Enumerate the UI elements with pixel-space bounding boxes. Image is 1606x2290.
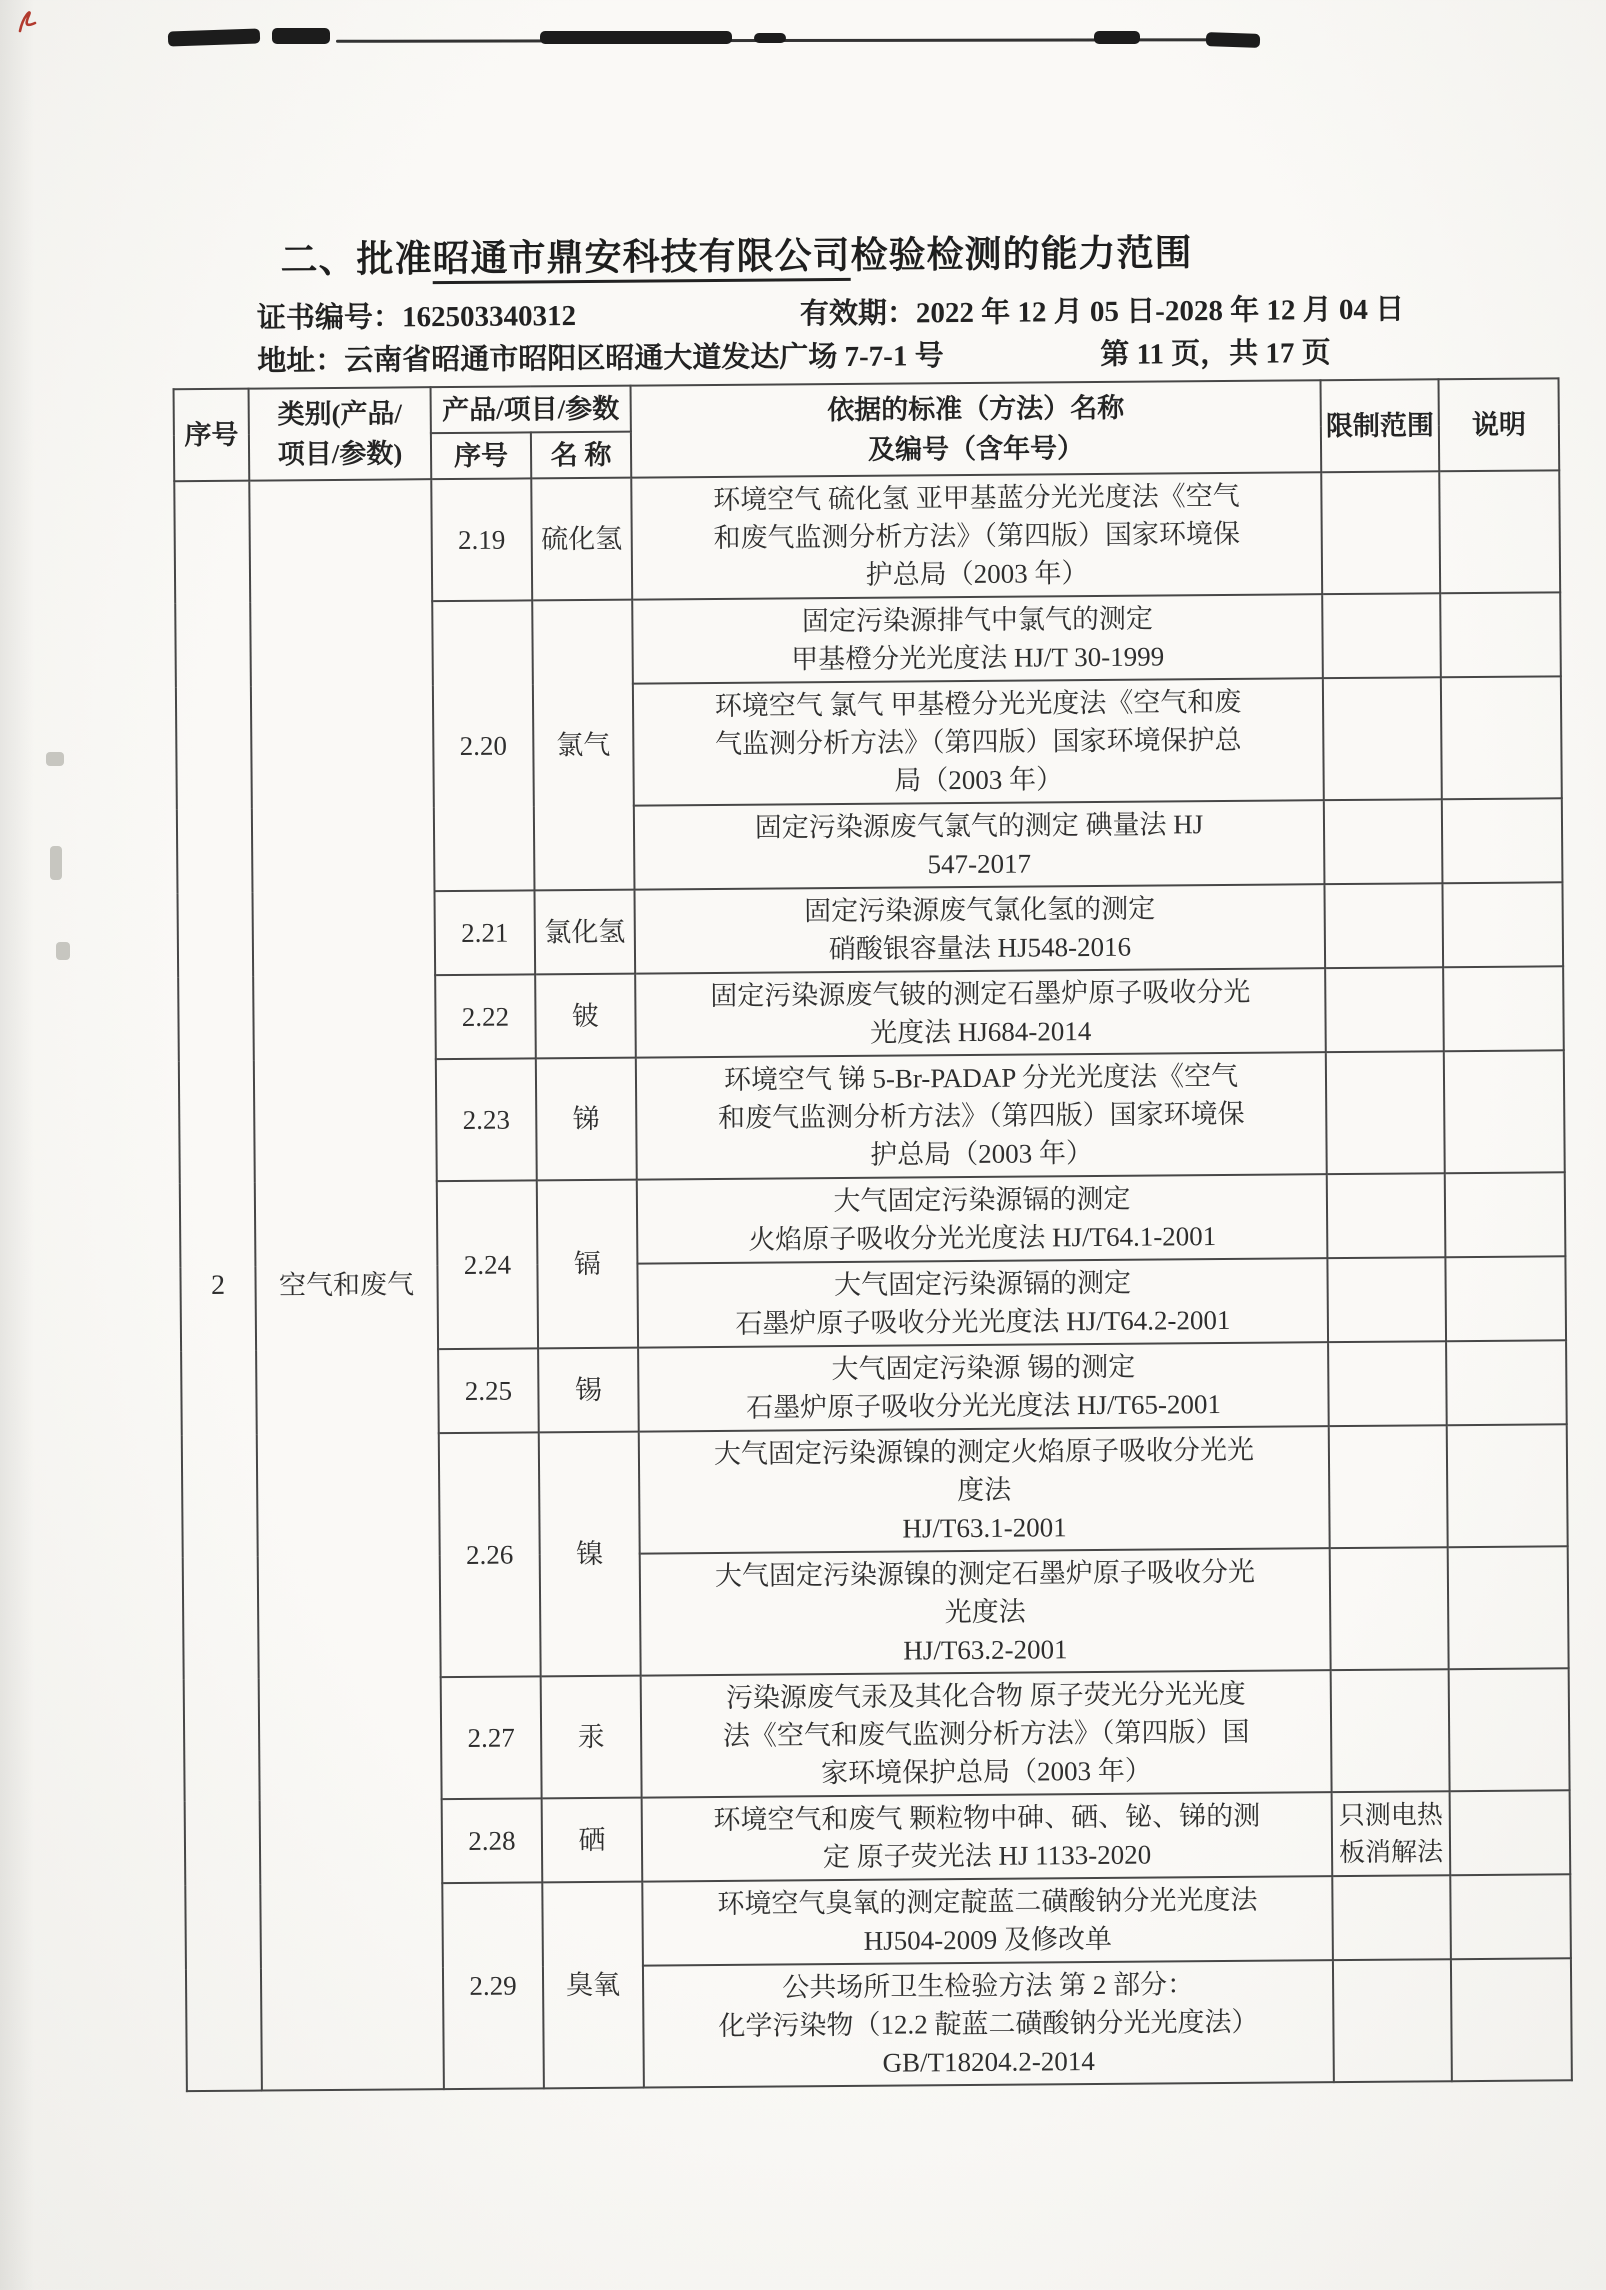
restriction-cell: 只测电热 板消解法 [1332, 1791, 1451, 1876]
validity-label: 有效期： [799, 297, 917, 331]
restriction-cell [1323, 677, 1442, 800]
standard-method-cell: 环境空气臭氧的测定靛蓝二磺酸钠分光光度法 HJ504-2009 及修改单 [642, 1876, 1333, 1965]
note-cell [1448, 1546, 1569, 1669]
standard-method-cell: 污染源废气汞及其化合物 原子荧光分光光度 法《空气和废气监测分析方法》（第四版）国 家环境保护总局（2003 年） [641, 1670, 1332, 1797]
param-seq-cell: 2.19 [431, 478, 532, 601]
col-header-standard-line1: 依据的标准（方法）名称 [827, 392, 1125, 426]
note-cell [1450, 1790, 1571, 1875]
param-name-cell: 硫化氢 [531, 478, 632, 601]
table-header [174, 378, 1560, 481]
col-header-note: 说明 [1439, 378, 1560, 471]
address-label: 地址： [257, 344, 345, 378]
restriction-cell [1331, 1669, 1450, 1792]
standard-method-cell: 大气固定污染源镍的测定石墨炉原子吸收分光 光度法 HJ/T63.2-2001 [640, 1548, 1331, 1675]
param-seq-cell: 2.25 [438, 1348, 539, 1433]
restriction-cell [1329, 1425, 1448, 1548]
note-cell [1445, 1256, 1566, 1341]
col-header-sub-name: 名 称 [531, 432, 631, 479]
param-seq-cell: 2.22 [435, 974, 536, 1059]
restriction-cell [1327, 1257, 1446, 1342]
col-header-seq: 序号 [174, 389, 250, 482]
capability-table [173, 377, 1573, 2092]
restriction-cell [1324, 799, 1443, 884]
restriction-cell [1326, 1051, 1445, 1174]
note-cell [1451, 1958, 1572, 2081]
table-body [174, 470, 1572, 2091]
param-name-cell: 汞 [541, 1676, 642, 1799]
standard-method-cell: 大气固定污染源镉的测定 火焰原子吸收分光光度法 HJ/T64.1-2001 [637, 1174, 1328, 1263]
header-row-1 [174, 378, 1559, 435]
param-seq-cell: 2.20 [432, 600, 534, 891]
col-header-product-group: 产品/项目/参数 [431, 386, 631, 434]
note-cell [1445, 1172, 1566, 1257]
param-name-cell: 硒 [542, 1798, 643, 1883]
restriction-cell [1328, 1341, 1447, 1426]
note-cell [1442, 882, 1563, 967]
col-header-sub-seq: 序号 [431, 432, 531, 479]
param-seq-cell: 2.26 [439, 1432, 541, 1677]
document-title [280, 225, 1605, 287]
restriction-cell [1330, 1547, 1449, 1670]
validity-period [800, 288, 1405, 337]
note-cell [1442, 798, 1563, 883]
standard-method-cell: 大气固定污染源 锡的测定 石墨炉原子吸收分光光度法 HJ/T65-2001 [638, 1342, 1329, 1431]
page-number: 第 11 页，共 17 页 [1100, 337, 1331, 371]
group-category-cell: 空气和废气 [249, 479, 444, 2090]
restriction-cell [1321, 471, 1440, 594]
col-header-category [249, 387, 432, 480]
standard-method-cell: 环境空气 锑 5-Br-PADAP 分光光度法《空气 和废气监测分析方法》（第四版）国家环境保 护总局（2003 年） [636, 1052, 1327, 1179]
note-cell [1450, 1874, 1571, 1959]
group-seq-cell: 2 [174, 481, 262, 2092]
param-seq-cell: 2.23 [436, 1058, 537, 1181]
standard-method-cell: 固定污染源排气中氯气的测定 甲基橙分光光度法 HJ/T 30-1999 [632, 594, 1323, 683]
param-name-cell: 锡 [538, 1348, 639, 1433]
col-header-standard [631, 380, 1322, 477]
standard-method-cell: 固定污染源废气铍的测定石墨炉原子吸收分光 光度法 HJ684-2014 [635, 968, 1326, 1057]
param-seq-cell: 2.29 [442, 1882, 544, 2089]
param-name-cell: 锑 [536, 1058, 637, 1181]
restriction-cell [1322, 593, 1441, 678]
note-cell [1444, 1050, 1565, 1173]
param-seq-cell: 2.28 [442, 1798, 543, 1883]
restriction-cell [1333, 1959, 1452, 2082]
param-name-cell: 镉 [537, 1180, 638, 1349]
restriction-cell [1332, 1875, 1451, 1960]
certificate-number-label: 证书编号： [256, 301, 403, 335]
restriction-cell [1324, 883, 1443, 968]
note-cell [1439, 470, 1560, 593]
param-name-cell: 铍 [535, 974, 636, 1059]
standard-method-cell: 大气固定污染源镍的测定火焰原子吸收分光光 度法 HJ/T63.1-2001 [639, 1426, 1330, 1553]
standard-method-cell: 固定污染源废气氯气的测定 碘量法 HJ 547-2017 [634, 800, 1325, 889]
param-name-cell: 镍 [539, 1432, 641, 1677]
restriction-cell [1327, 1173, 1446, 1258]
col-header-category-line1: 类别(产品/ [277, 398, 403, 430]
standard-method-cell: 环境空气 硫化氢 亚甲基蓝分光光度法《空气 和废气监测分析方法》（第四版）国家环境保 护总局（2003 年） [631, 472, 1322, 599]
company-name-underlined: 昭通市鼎安科技有限公司 [432, 236, 850, 284]
standard-method-cell: 公共场所卫生检验方法 第 2 部分： 化学污染物（12.2 靛蓝二磺酸钠分光光度法） GB/T18204.2-2014 [643, 1960, 1334, 2087]
address-value: 云南省昭通市昭阳区昭通大道发达广场 7-7-1 号 [344, 340, 944, 377]
col-header-category-line2: 项目/参数) [277, 438, 403, 470]
note-cell [1441, 676, 1562, 799]
param-seq-cell: 2.24 [437, 1180, 538, 1349]
param-name-cell: 氯化氢 [534, 890, 635, 975]
table-row [174, 470, 1560, 603]
standard-method-cell: 环境空气 氯气 甲基橙分光光度法《空气和废 气监测分析方法》（第四版）国家环境保护总 局（2003 年） [633, 678, 1324, 805]
title-suffix: 检验检测的能力范围 [850, 233, 1193, 277]
col-header-standard-line2: 及编号（含年号） [867, 433, 1085, 465]
standard-method-cell: 环境空气和废气 颗粒物中砷、硒、铋、锑的测 定 原子荧光法 HJ 1133-2020 [642, 1792, 1333, 1881]
col-header-restriction: 限制范围 [1321, 379, 1440, 472]
note-cell [1440, 592, 1561, 677]
note-cell [1443, 966, 1564, 1051]
note-cell [1449, 1668, 1570, 1791]
title-prefix: 二、批准 [280, 239, 433, 282]
note-cell [1447, 1424, 1568, 1547]
note-cell [1446, 1340, 1567, 1425]
standard-method-cell: 固定污染源废气氯化氢的测定 硝酸银容量法 HJ548-2016 [635, 884, 1326, 973]
standard-method-cell: 大气固定污染源镉的测定 石墨炉原子吸收分光光度法 HJ/T64.2-2001 [637, 1258, 1328, 1347]
param-seq-cell: 2.27 [441, 1676, 542, 1799]
certificate-number-value: 162503340312 [401, 300, 577, 334]
validity-value: 2022 年 12 月 05 日-2028 年 12 月 04 日 [915, 293, 1405, 330]
param-name-cell: 氯气 [532, 600, 634, 891]
param-name-cell: 臭氧 [542, 1882, 644, 2089]
restriction-cell [1325, 967, 1444, 1052]
param-seq-cell: 2.21 [434, 890, 535, 975]
